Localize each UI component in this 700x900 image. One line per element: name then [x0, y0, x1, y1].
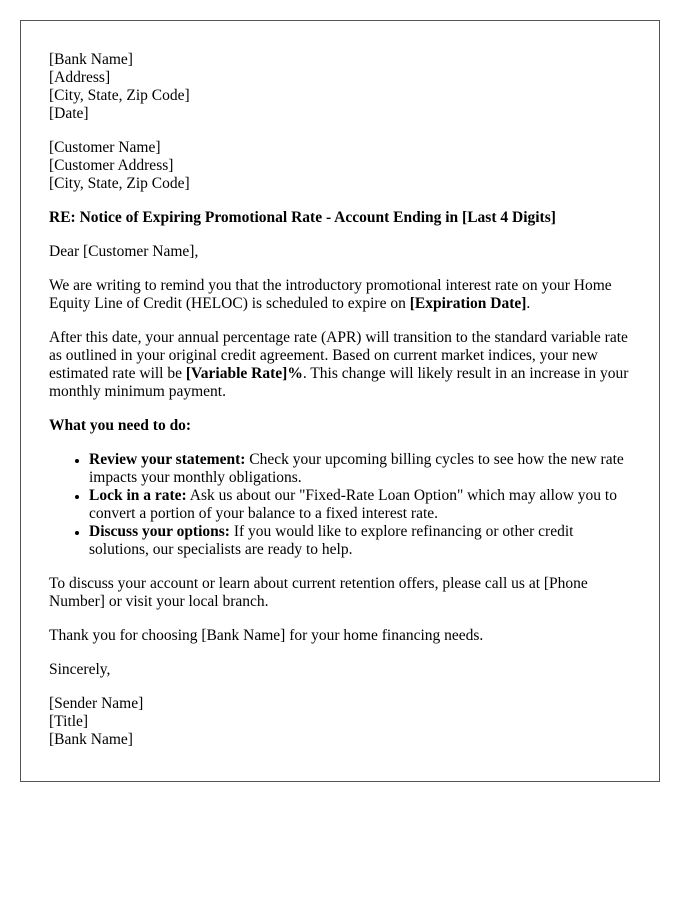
greeting: Dear [Customer Name],: [49, 243, 199, 260]
paragraph-end: .: [526, 295, 531, 312]
subject-line: RE: Notice of Expiring Promotional Rate - Account Ending in [Last 4 Digits]: [49, 209, 556, 226]
expiration-date: [Expiration Date]: [409, 295, 527, 312]
bank-address: [Address]: [49, 69, 111, 86]
paragraph-text: After this date, your annual percentage rate (APR) will transition to the standard variable rate as outlined in your original credit agreement. Based on current market indices, your new estimated rate will be: [49, 329, 628, 382]
list-item: [89, 451, 631, 487]
closing: Sincerely,: [49, 661, 111, 678]
item-text: Ask us about our "Fixed-Rate Loan Option" which may allow you to convert a portion of your balance to a fixed interest rate.: [89, 487, 617, 522]
item-title: Discuss your options:: [89, 523, 230, 540]
list-item: [89, 523, 631, 559]
signature-block: [49, 695, 631, 749]
bank-city-state-zip: [City, State, Zip Code]: [49, 87, 190, 104]
paragraph-text: We are writing to remind you that the introductory promotional interest rate on your Home Equity Line of Credit (HELOC) is scheduled to expire on: [49, 277, 612, 312]
paragraph-rate-change: [49, 329, 631, 401]
todo-heading: What you need to do:: [49, 417, 192, 434]
letter-page: [20, 20, 660, 782]
letter-date: [Date]: [49, 105, 89, 122]
sender-address-block: [49, 51, 631, 123]
item-text: If you would like to explore refinancing or other credit solutions, our specialists are ready to help.: [89, 523, 574, 558]
item-title: Review your statement:: [89, 451, 246, 468]
paragraph-end: . This change will likely result in an increase in your monthly minimum payment.: [49, 365, 629, 400]
sender-title: [Title]: [49, 713, 89, 730]
customer-name: [Customer Name]: [49, 139, 161, 156]
variable-rate: [Variable Rate]%: [185, 365, 303, 382]
list-item: [89, 487, 631, 523]
paragraph-contact: To discuss your account or learn about current retention offers, please call us at [Phone Number] or visit your local branch.: [49, 575, 588, 610]
recipient-address-block: [49, 139, 631, 193]
customer-address: [Customer Address]: [49, 157, 174, 174]
bank-name: [Bank Name]: [49, 51, 133, 68]
item-title: Lock in a rate:: [89, 487, 187, 504]
paragraph-expiration: [49, 277, 631, 313]
signature-bank-name: [Bank Name]: [49, 731, 133, 748]
customer-city-state-zip: [City, State, Zip Code]: [49, 175, 190, 192]
paragraph-thanks: Thank you for choosing [Bank Name] for your home financing needs.: [49, 627, 484, 644]
sender-name: [Sender Name]: [49, 695, 144, 712]
item-text: Check your upcoming billing cycles to see how the new rate impacts your monthly obligations.: [89, 451, 624, 486]
todo-list: [49, 451, 631, 559]
